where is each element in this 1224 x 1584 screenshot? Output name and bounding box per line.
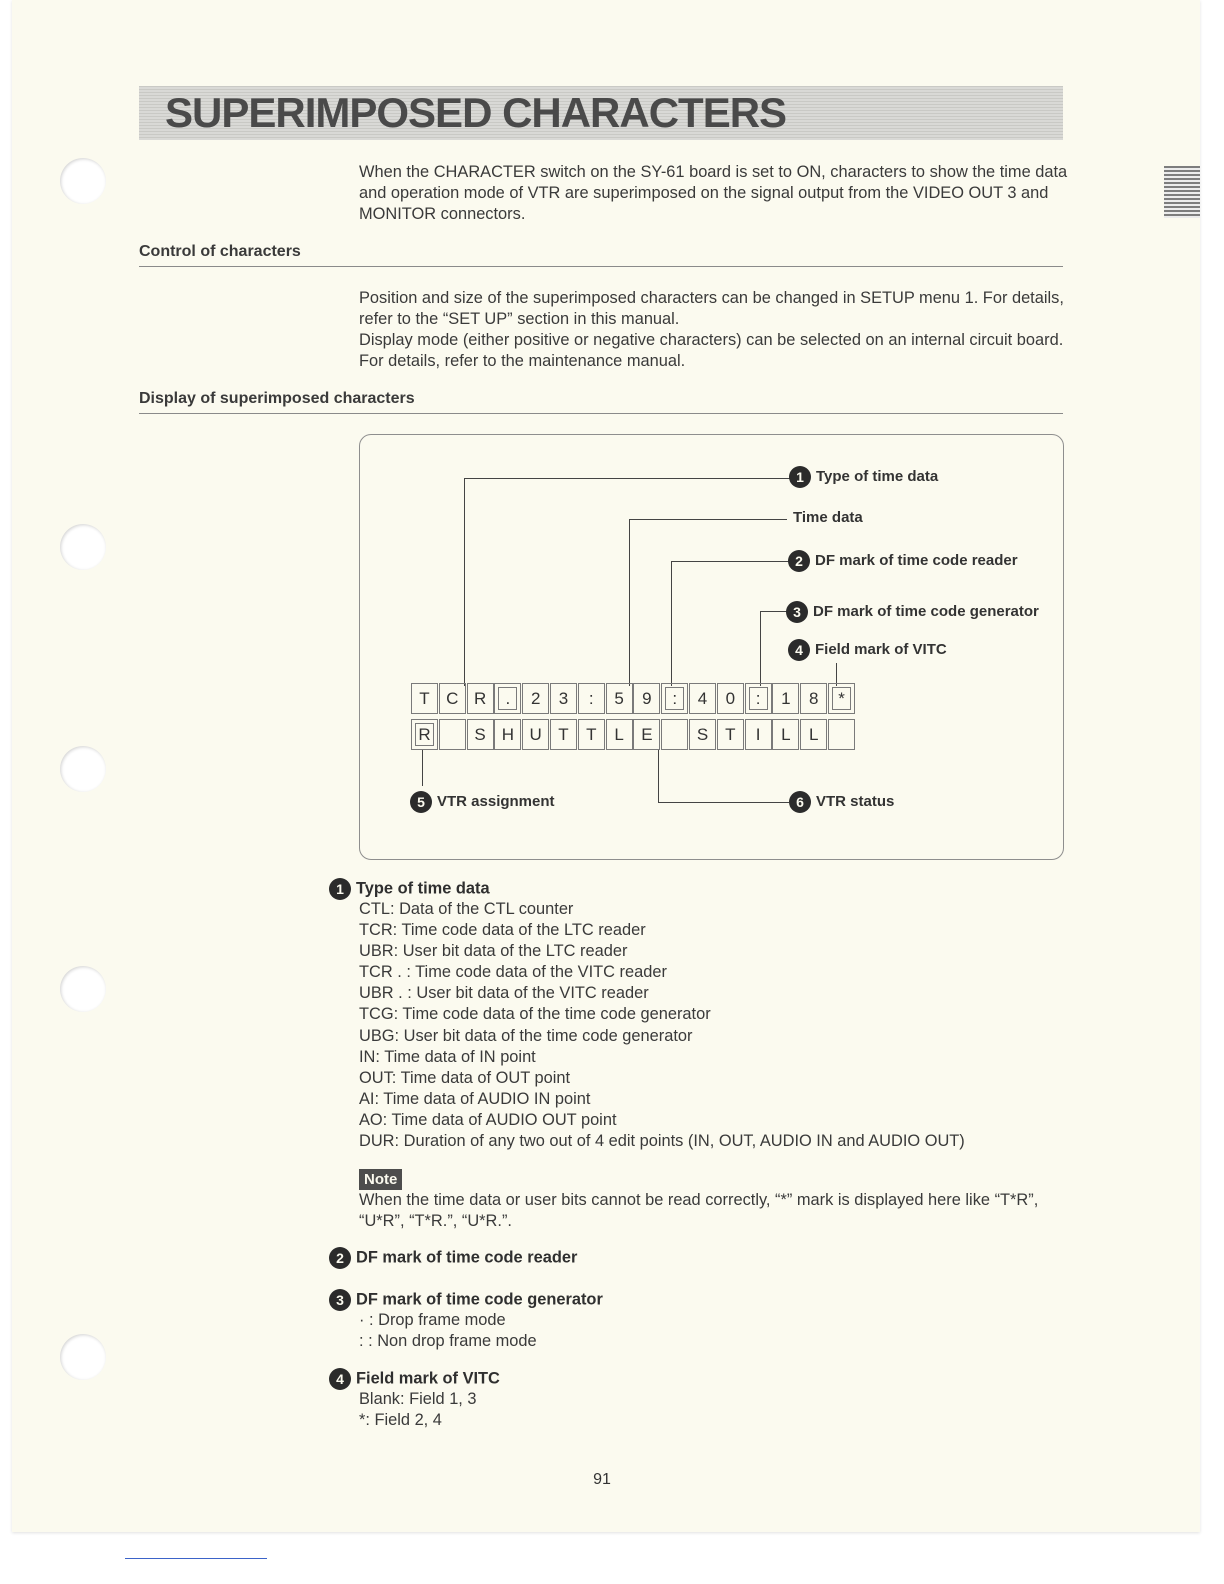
- callout-label: Time data: [793, 509, 863, 526]
- grid-cell: [439, 719, 466, 750]
- item-1-list: [359, 899, 965, 1152]
- list-item: · : Drop frame mode: [359, 1311, 506, 1329]
- grid-cell: H: [494, 719, 521, 750]
- punch-hole: [60, 746, 106, 792]
- list-item: TCG: Time code data of the time code generator: [359, 1005, 711, 1024]
- callout-type-of-time-data: [789, 466, 938, 488]
- item-title: Field mark of VITC: [356, 1369, 500, 1388]
- item-2-heading: [329, 1247, 577, 1269]
- leader-line-5: [422, 750, 423, 786]
- callout-time-data: [793, 509, 863, 527]
- leader-line-time-h: [629, 519, 787, 520]
- grid-cell: C: [439, 683, 466, 714]
- grid-cell: 8: [800, 683, 827, 714]
- grid-cell: 0: [717, 683, 744, 714]
- leader-line-3: [760, 611, 761, 686]
- list-item: : : Non drop frame mode: [359, 1332, 537, 1351]
- callout-df-generator: [786, 601, 1039, 623]
- item-4-list: [359, 1389, 477, 1431]
- section-heading-control: Control of characters: [139, 242, 1063, 267]
- number-badge-3: 3: [329, 1289, 351, 1311]
- item-3-list: [359, 1310, 537, 1352]
- leader-line-2h: [671, 561, 789, 562]
- grid-cell: *: [828, 683, 855, 714]
- punch-hole: [60, 158, 106, 204]
- callout-label: DF mark of time code reader: [815, 551, 1018, 569]
- grid-cell: R: [467, 683, 494, 714]
- number-badge-2: 2: [788, 550, 810, 572]
- section-heading-display: Display of superimposed characters: [139, 389, 1063, 414]
- leader-line-3h: [760, 611, 788, 612]
- grid-cell: :: [661, 683, 688, 714]
- grid-cell: :: [745, 683, 772, 714]
- grid-cell: T: [411, 683, 438, 714]
- grid-cell: 5: [606, 683, 633, 714]
- item-1-heading: [329, 878, 490, 900]
- list-item: DUR: Duration of any two out of 4 edit points (IN, OUT, AUDIO IN and AUDIO OUT): [359, 1132, 965, 1151]
- grid-cell: .: [494, 683, 521, 714]
- number-badge-6: 6: [789, 791, 811, 813]
- note-badge: Note: [359, 1169, 402, 1190]
- leader-line-6h: [658, 802, 789, 803]
- page-title: SUPERIMPOSED CHARACTERS: [139, 86, 1063, 140]
- grid-cell: T: [550, 719, 577, 750]
- item-title: DF mark of time code generator: [356, 1290, 603, 1309]
- list-item: *: Field 2, 4: [359, 1411, 442, 1430]
- number-badge-1: 1: [789, 466, 811, 488]
- number-badge-2: 2: [329, 1247, 351, 1269]
- grid-cell: S: [689, 719, 716, 750]
- callout-vtr-assignment: [410, 791, 555, 813]
- list-item: IN: Time data of IN point: [359, 1047, 536, 1066]
- grid-cell: :: [578, 683, 605, 714]
- item-4-heading: [329, 1368, 500, 1390]
- punch-hole: [60, 524, 106, 570]
- grid-cell: L: [800, 719, 827, 750]
- callout-label: VTR status: [816, 792, 895, 810]
- grid-cell: L: [606, 719, 633, 750]
- grid-cell: 2: [522, 683, 549, 714]
- grid-cell: [661, 719, 688, 750]
- grid-cell: R: [411, 719, 438, 750]
- grid-cell: 9: [633, 683, 660, 714]
- section-edge-tab: [1164, 166, 1200, 218]
- grid-cell: 4: [689, 683, 716, 714]
- number-badge-4: 4: [329, 1368, 351, 1390]
- leader-line-time: [629, 519, 630, 686]
- item-3-heading: [329, 1289, 603, 1311]
- grid-cell: L: [772, 719, 799, 750]
- grid-cell: T: [578, 719, 605, 750]
- page-number: 91: [593, 1471, 611, 1488]
- number-badge-5: 5: [410, 791, 432, 813]
- item-title: Type of time data: [356, 879, 490, 898]
- superimposed-display-diagram: [359, 434, 1064, 860]
- grid-cell: I: [745, 719, 772, 750]
- item-title: DF mark of time code reader: [356, 1248, 578, 1267]
- number-badge-1: 1: [329, 878, 351, 900]
- grid-cell: E: [633, 719, 660, 750]
- list-item: OUT: Time data of OUT point: [359, 1068, 571, 1087]
- list-item: TCR . : Time code data of the VITC reader: [359, 963, 667, 982]
- list-item: Blank: Field 1, 3: [359, 1390, 477, 1408]
- list-item: TCR: Time code data of the LTC reader: [359, 921, 646, 940]
- grid-cell: 1: [772, 683, 799, 714]
- control-paragraph-1: Position and size of the superimposed characters can be changed in SETUP menu 1. For details, refer to the “SET UP” section in this manual.: [359, 289, 1064, 328]
- grid-cell: U: [522, 719, 549, 750]
- grid-cell: [828, 719, 855, 750]
- punch-hole: [60, 1334, 106, 1380]
- callout-df-reader: [788, 550, 1018, 572]
- control-paragraph-2: Display mode (either positive or negative characters) can be selected on an internal circuit board. For details, refer to the maintenance manual.: [359, 331, 1064, 370]
- callout-vtr-status: [789, 791, 894, 813]
- list-item: UBR . : User bit data of the VITC reader: [359, 984, 649, 1003]
- callout-label: VTR assignment: [437, 792, 555, 810]
- intro-paragraph: When the CHARACTER switch on the SY-61 board is set to ON, characters to show the time data and operation mode of VTR are superimposed on the signal output from the VIDEO OUT 3 and MONITOR connectors.: [359, 163, 1068, 223]
- list-item: AO: Time data of AUDIO OUT point: [359, 1110, 617, 1129]
- callout-label: DF mark of time code generator: [813, 602, 1039, 620]
- list-item: CTL: Data of the CTL counter: [359, 900, 574, 918]
- note-text: When the time data or user bits cannot be read correctly, “*” mark is displayed here like “T*R”, “U*R”, “T*R.”, “U*R.”.: [359, 1191, 1039, 1230]
- leader-line-1: [464, 478, 465, 686]
- footer-rule: [125, 1558, 267, 1559]
- leader-line-2: [671, 561, 672, 686]
- number-badge-3: 3: [786, 601, 808, 623]
- punch-hole: [60, 966, 106, 1012]
- grid-cell: S: [467, 719, 494, 750]
- grid-cell: 3: [550, 683, 577, 714]
- callout-field-mark: [788, 639, 947, 661]
- callout-label: Field mark of VITC: [815, 640, 947, 658]
- list-item: AI: Time data of AUDIO IN point: [359, 1089, 591, 1108]
- callout-label: Type of time data: [816, 467, 939, 485]
- list-item: UBR: User bit data of the LTC reader: [359, 942, 628, 961]
- number-badge-4: 4: [788, 639, 810, 661]
- leader-line-6: [658, 750, 659, 802]
- grid-cell: T: [717, 719, 744, 750]
- leader-line-1h: [464, 478, 790, 479]
- list-item: UBG: User bit data of the time code generator: [359, 1026, 693, 1045]
